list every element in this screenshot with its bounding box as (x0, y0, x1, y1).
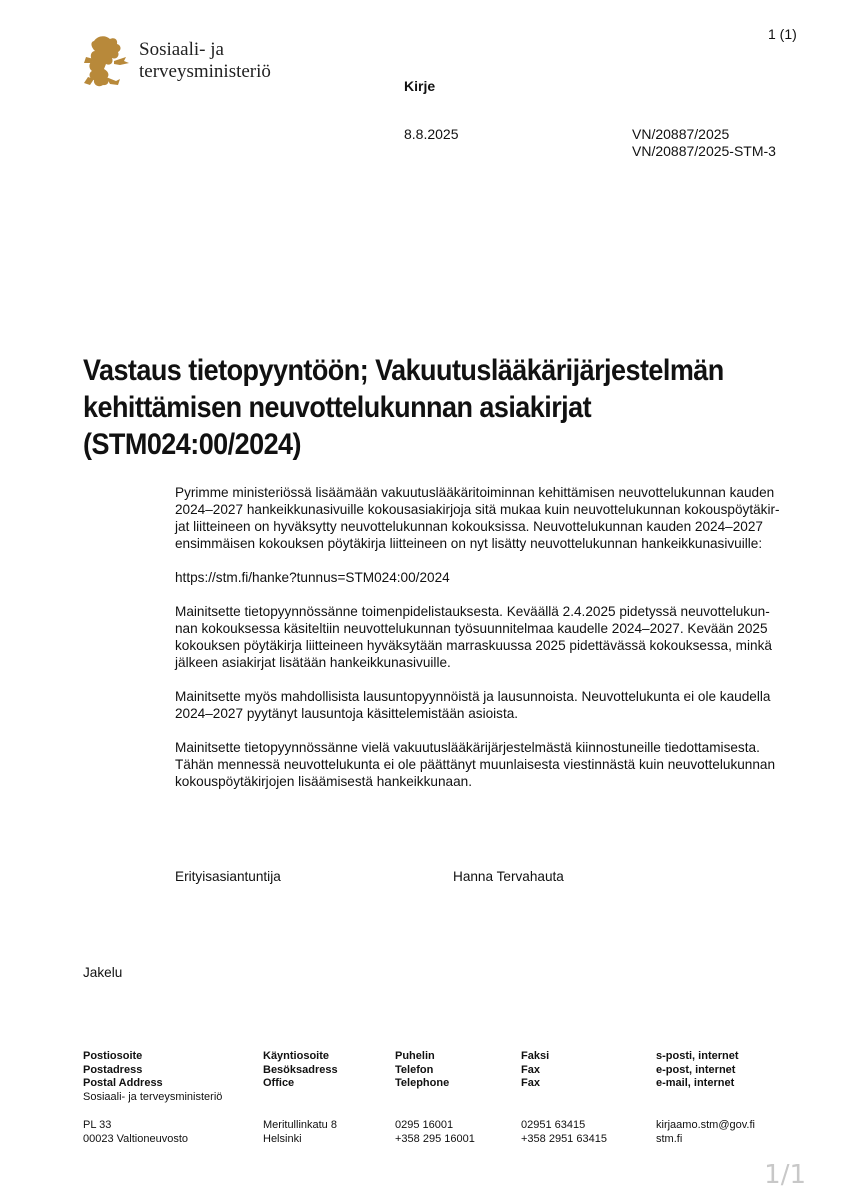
footer-phone-intl: +358 295 16001 (395, 1133, 475, 1145)
viewer-page-indicator: 1/1 (764, 1160, 806, 1190)
footer-email-address[interactable]: kirjaamo.stm@gov.fi (656, 1119, 755, 1131)
reference-number-1: VN/20887/2025 (632, 126, 730, 142)
footer-website[interactable]: stm.fi (656, 1133, 683, 1145)
footer-visiting-values (263, 1118, 337, 1146)
footer-postal-h1: Postiosoite (83, 1050, 143, 1062)
footer-postal-code: 00023 Valtioneuvosto (83, 1133, 188, 1145)
signatory-role: Erityisasiantuntija (175, 869, 281, 884)
footer-fax-h2: Fax (521, 1063, 540, 1076)
footer-street: Meritullinkatu 8 (263, 1119, 337, 1131)
project-link[interactable]: https://stm.fi/hanke?tunnus=STM024:00/2024 (175, 570, 450, 585)
letter-body (175, 484, 815, 807)
footer-postal-h3: Postal Address (83, 1077, 163, 1089)
ministry-name-line2: terveysministeriö (139, 61, 271, 82)
p3-line-1: Mainitsette myös mahdollisista lausuntopyynnöistä ja lausunnoista. Neuvottelukunta ei ole kaudella (175, 689, 771, 704)
paragraph-4 (175, 739, 815, 790)
footer-phone-h2: Telefon (395, 1063, 434, 1076)
footer-phone-values (395, 1118, 475, 1146)
p3-line-2: 2024–2027 pyytänyt lausuntoja käsittelemistään asioista. (175, 706, 519, 721)
ministry-name (139, 39, 271, 83)
title-line-3: (STM024:00/2024) (83, 428, 301, 461)
p2-line-2: nan kokouksessa käsiteltiin neuvottelukunnan työsuunnitelmaa kaudelle 2024–2027. Kevään 2025 (175, 621, 768, 636)
document-title (83, 352, 749, 463)
footer-postal-org: Sosiaali- ja terveysministeriö (83, 1090, 223, 1103)
footer-fax (521, 1050, 549, 1091)
paragraph-3 (175, 688, 815, 722)
footer-visiting-h3: Office (263, 1077, 295, 1089)
footer-fax-domestic: 02951 63415 (521, 1119, 586, 1131)
footer-fax-h3: Fax (521, 1077, 540, 1089)
reference-numbers (632, 126, 776, 160)
distribution-label: Jakelu (83, 965, 123, 980)
lion-crest-icon (80, 33, 132, 91)
document-date: 8.8.2025 (404, 126, 459, 142)
footer-email-values (656, 1118, 755, 1146)
footer-phone-h1: Puhelin (395, 1050, 435, 1062)
footer-email-h3: e-mail, internet (656, 1077, 735, 1089)
paragraph-2 (175, 603, 815, 671)
footer-phone-domestic: 0295 16001 (395, 1119, 454, 1131)
p2-line-3: kokouksen pöytäkirja liitteineen hyväksytään marraskuussa 2025 pidettävässä kokouksessa, minkä (175, 638, 772, 653)
footer-fax-h1: Faksi (521, 1050, 550, 1062)
footer-postal-values (83, 1118, 188, 1146)
reference-number-2: VN/20887/2025-STM-3 (632, 143, 776, 159)
footer-postal-h2: Postadress (83, 1063, 143, 1076)
paragraph-1 (175, 484, 815, 552)
ministry-name-line1: Sosiaali- ja (139, 39, 224, 60)
p4-line-2: Tähän mennessä neuvottelukunta ei ole päättänyt muunlaisesta viestinnästä kuin neuvottelukunnan (175, 757, 776, 772)
title-line-2: kehittämisen neuvottelukunnan asiakirjat (83, 391, 592, 424)
p2-line-4: jälkeen asiakirjat lisätään hankeikkunasivuille. (175, 655, 451, 670)
footer-phone-h3: Telephone (395, 1077, 450, 1089)
signatory-name: Hanna Tervahauta (453, 869, 564, 884)
p1-line-1: Pyrimme ministeriössä lisäämään vakuutuslääkäritoiminnan kehittämisen neuvottelukunnan kauden (175, 485, 775, 500)
title-line-1: Vastaus tietopyyntöön; Vakuutuslääkärijärjestelmän (83, 354, 724, 387)
footer-postal-address (83, 1050, 222, 1104)
footer-postal-box: PL 33 (83, 1119, 112, 1131)
p4-line-1: Mainitsette tietopyynnössänne vielä vakuutuslääkärijärjestelmästä kiinnostuneille tiedottamisesta. (175, 740, 760, 755)
footer-city: Helsinki (263, 1133, 302, 1145)
footer-visiting-h1: Käyntiosoite (263, 1050, 330, 1062)
page-number: 1 (1) (768, 26, 797, 42)
document-type: Kirje (404, 78, 436, 94)
footer-visiting-h2: Besöksadress (263, 1063, 338, 1076)
p2-line-1: Mainitsette tietopyynnössänne toimenpidelistauksesta. Keväällä 2.4.2025 pidetyssä neuvottelukun- (175, 604, 770, 619)
p4-line-3: kokouspöytäkirjojen lisäämisestä hankeikkunaan. (175, 774, 472, 789)
p1-line-2: 2024–2027 hankeikkunasivuille kokousasiakirjoja sitä mukaa kuin neuvottelukunnan kokouspöytäkir- (175, 502, 780, 517)
footer-email-h1: s-posti, internet (656, 1050, 739, 1062)
footer-phone (395, 1050, 449, 1091)
footer-fax-intl: +358 2951 63415 (521, 1133, 607, 1145)
p1-line-3: jat liitteineen on hyväksytty neuvottelukunnan kokouksissa. Neuvottelukunnan kauden 2024–2027 (175, 519, 763, 534)
ministry-lion-logo (80, 33, 132, 96)
footer-email-h2: e-post, internet (656, 1063, 736, 1076)
footer-email (656, 1050, 739, 1091)
footer-fax-values (521, 1118, 607, 1146)
p1-line-4: ensimmäisen kokouksen pöytäkirja liitteineen on nyt lisätty neuvottelukunnan hankeikkunasivuille: (175, 536, 763, 551)
footer-visiting-address (263, 1050, 338, 1091)
